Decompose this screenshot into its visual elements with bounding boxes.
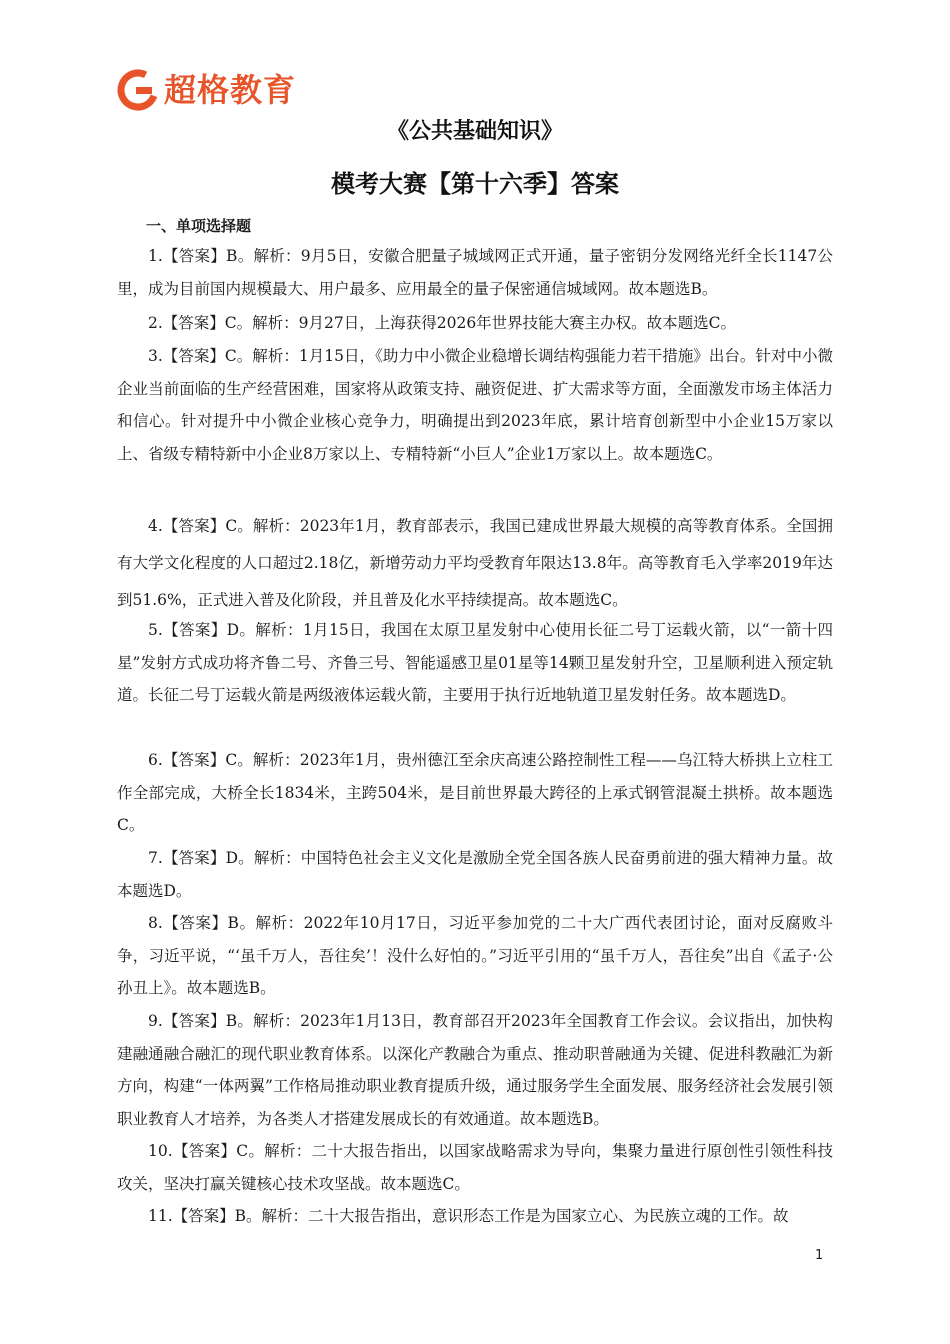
brand-logo-icon bbox=[116, 68, 160, 112]
document-title: 《公共基础知识》 bbox=[386, 119, 563, 144]
answer-item-6: 6.【答案】C。解析：2023年1月，贵州德江至余庆高速公路控制性工程——乌江特大桥拱上立柱工作全部完成，大桥全长1834米，主跨504米，是目前世界最大跨径的上承式钢管混凝土拱桥。故本题选C。 bbox=[117, 751, 833, 834]
answer-item-8: 8.【答案】B。解析：2022年10月17日，习近平参加党的二十大广西代表团讨论，面对反腐败斗争，习近平说，“‘虽千万人，吾往矣’！没什么好怕的。”习近平引用的“虽千万人，吾往矣”出自《孟子·公孙丑上》。故本题选B。 bbox=[117, 914, 833, 997]
answer-item-10: 10.【答案】C。解析：二十大报告指出，以国家战略需求为导向，集聚力量进行原创性引领性科技攻关，坚决打赢关键核心技术攻坚战。故本题选C。 bbox=[117, 1142, 833, 1193]
answer-item-2: 2.【答案】C。解析：9月27日，上海获得2026年世界技能大赛主办权。故本题选C。 bbox=[148, 314, 737, 332]
answer-item-9: 9.【答案】B。解析：2023年1月13日，教育部召开2023年全国教育工作会议。会议指出，加快构建融通融合融汇的现代职业教育体系。以深化产教融合为重点、推动职普融通为关键、促进科教融汇为新方向，构建“一体两翼”工作格局推动职业教育提质升级，通过服务学生全面发展、服务经济社会发展引领职业教育人才培养，为各类人才搭建发展成长的有效通道。故本题选B。 bbox=[117, 1012, 833, 1128]
section-heading: 一、单项选择题 bbox=[146, 217, 252, 235]
answer-item-7: 7.【答案】D。解析：中国特色社会主义文化是激励全党全国各族人民奋勇前进的强大精神力量。故本题选D。 bbox=[117, 849, 833, 900]
answer-item-1: 1.【答案】B。解析：9月5日，安徽合肥量子城域网正式开通，量子密钥分发网络光纤全长1147公里，成为目前国内规模最大、用户最多、应用最全的量子保密通信城域网。故本题选B。 bbox=[117, 247, 833, 298]
brand-logo bbox=[116, 66, 296, 114]
answer-item-5: 5.【答案】D。解析：1月15日，我国在太原卫星发射中心使用长征二号丁运载火箭，以“一箭十四星”发射方式成功将齐鲁二号、齐鲁三号、智能遥感卫星01星等14颗卫星发射升空，卫星顺利进入预定轨道。长征二号丁运载火箭是两级液体运载火箭，主要用于执行近地轨道卫星发射任务。故本题选D。 bbox=[117, 621, 833, 704]
answer-item-11: 11.【答案】B。解析：二十大报告指出，意识形态工作是为国家立心、为民族立魂的工作。故 bbox=[148, 1207, 789, 1225]
brand-name: 超格教育 bbox=[164, 71, 297, 109]
page-number: 1 bbox=[815, 1248, 824, 1263]
answer-item-3: 3.【答案】C。解析：1月15日，《助力中小微企业稳增长调结构强能力若干措施》出台。针对中小微企业当前面临的生产经营困难，国家将从政策支持、融资促进、扩大需求等方面，全面激发市场主体活力和信心。针对提升中小微企业核心竞争力，明确提出到2023年底，累计培育创新型中小企业15万家以上、省级专精特新中小企业8万家以上、专精特新“小巨人”企业1万家以上。故本题选C。 bbox=[117, 347, 833, 463]
document-subtitle: 模考大赛【第十六季】答案 bbox=[331, 170, 619, 198]
answer-item-4: 4.【答案】C。解析：2023年1月，教育部表示，我国已建成世界最大规模的高等教育体系。全国拥有大学文化程度的人口超过2.18亿，新增劳动力平均受教育年限达13.8年。高等教育毛入学率2019年达到51.6%，正式进入普及化阶段，并且普及化水平持续提高。故本题选C。 bbox=[117, 517, 833, 609]
